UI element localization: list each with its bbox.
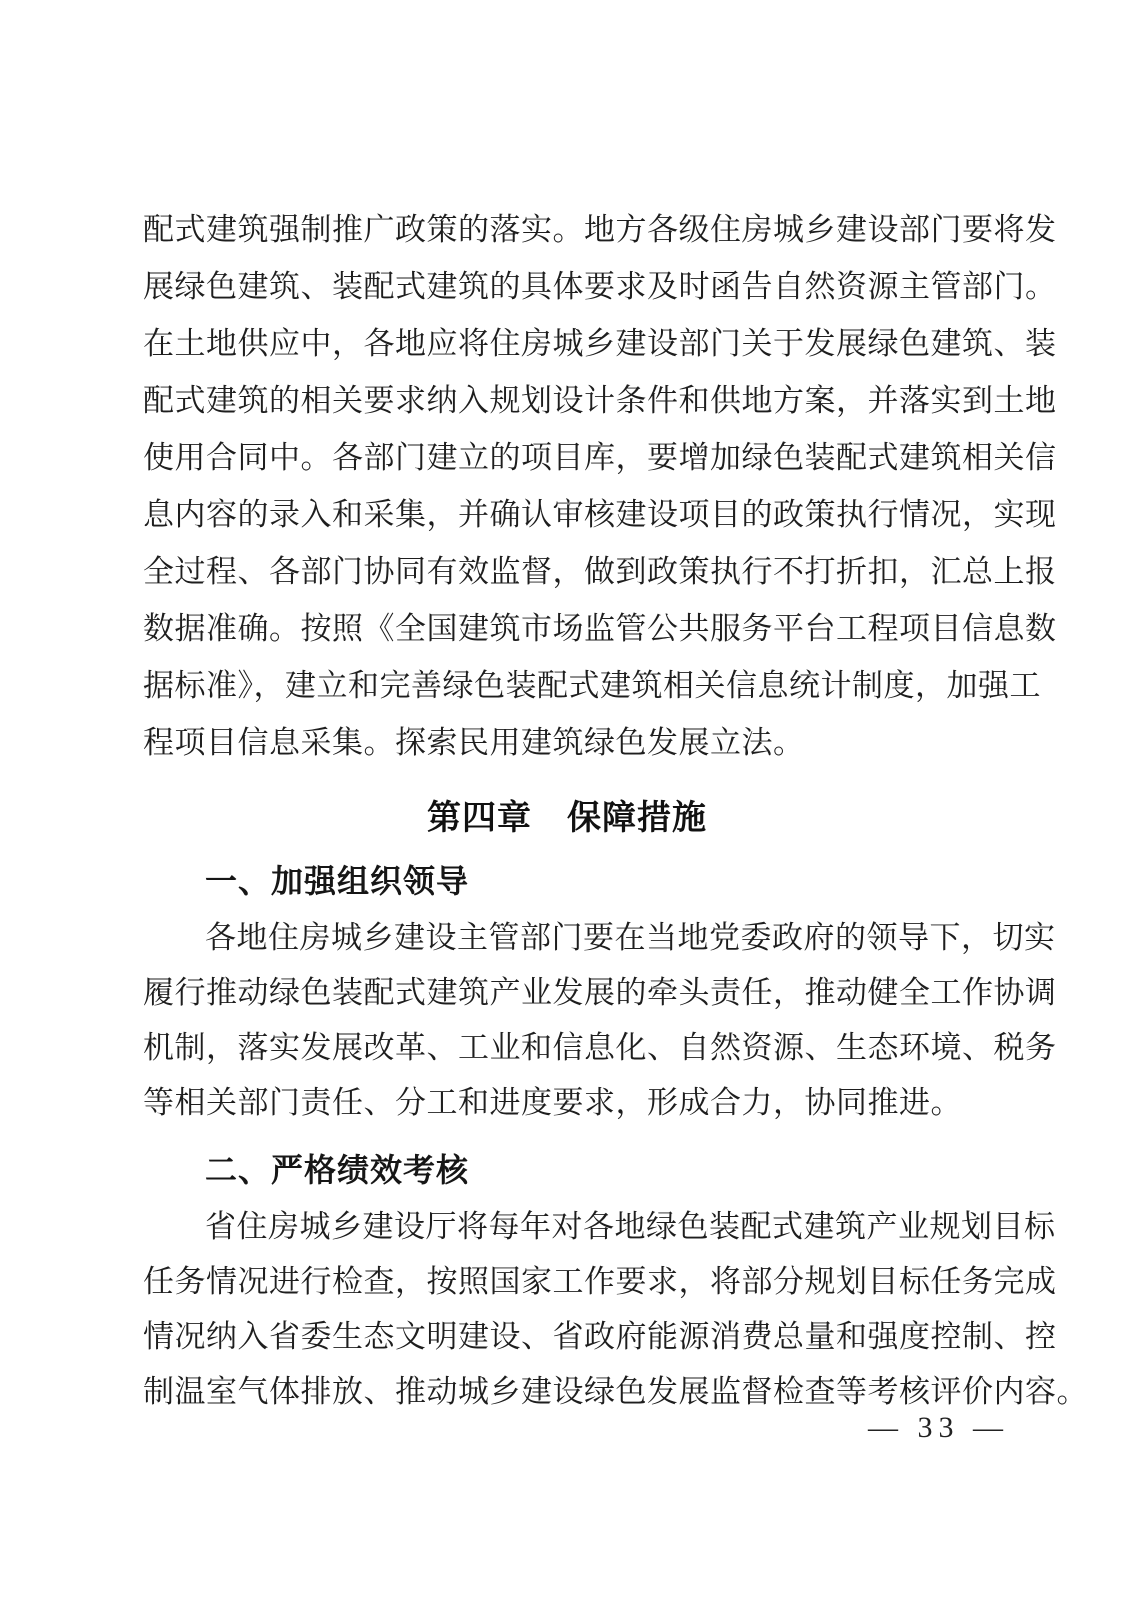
text-line: 各地住房城乡建设主管部门要在当地党委政府的领导下，切实 bbox=[205, 920, 1056, 955]
text-line: 制温室气体排放、推动城乡建设绿色发展监督检查等考核评价内容。 bbox=[143, 1374, 1088, 1409]
page-number: — 33 — bbox=[868, 1411, 1009, 1444]
section-2-heading: 二、严格绩效考核 bbox=[205, 1152, 470, 1188]
text-line: 全过程、各部门协同有效监督，做到政策执行不打折扣，汇总上报 bbox=[143, 554, 1057, 589]
text-line: 情况纳入省委生态文明建设、省政府能源消费总量和强度控制、控 bbox=[143, 1319, 1057, 1354]
text-line: 息内容的录入和采集，并确认审核建设项目的政策执行情况，实现 bbox=[143, 497, 1057, 532]
text-line: 任务情况进行检查，按照国家工作要求，将部分规划目标任务完成 bbox=[143, 1264, 1057, 1299]
text-line: 配式建筑强制推广政策的落实。地方各级住房城乡建设部门要将发 bbox=[143, 212, 1057, 247]
text-line: 据标准》，建立和完善绿色装配式建筑相关信息统计制度，加强工 bbox=[143, 668, 1041, 703]
section-1-paragraph bbox=[143, 910, 1057, 1130]
text-line: 使用合同中。各部门建立的项目库，要增加绿色装配式建筑相关信 bbox=[143, 440, 1057, 475]
continued-paragraph bbox=[143, 201, 1057, 771]
text-line: 在土地供应中，各地应将住房城乡建设部门关于发展绿色建筑、装 bbox=[143, 326, 1057, 361]
text-line: 机制，落实发展改革、工业和信息化、自然资源、生态环境、税务 bbox=[143, 1030, 1057, 1065]
page-content bbox=[143, 201, 1088, 1419]
text-line: 程项目信息采集。探索民用建筑绿色发展立法。 bbox=[143, 725, 805, 760]
text-line: 等相关部门责任、分工和进度要求，形成合力，协同推进。 bbox=[143, 1085, 962, 1120]
text-line: 数据准确。按照《全国建筑市场监管公共服务平台工程项目信息数 bbox=[143, 611, 1057, 646]
chapter-heading: 第四章 保障措施 bbox=[427, 800, 707, 837]
text-line: 省住房城乡建设厅将每年对各地绿色装配式建筑产业规划目标 bbox=[205, 1209, 1056, 1244]
text-line: 配式建筑的相关要求纳入规划设计条件和供地方案，并落实到土地 bbox=[143, 383, 1057, 418]
text-line: 履行推动绿色装配式建筑产业发展的牵头责任，推动健全工作协调 bbox=[143, 975, 1057, 1010]
section-1-heading: 一、加强组织领导 bbox=[205, 863, 470, 899]
section-2-paragraph bbox=[143, 1199, 1088, 1419]
text-line: 展绿色建筑、装配式建筑的具体要求及时函告自然资源主管部门。 bbox=[143, 269, 1057, 304]
